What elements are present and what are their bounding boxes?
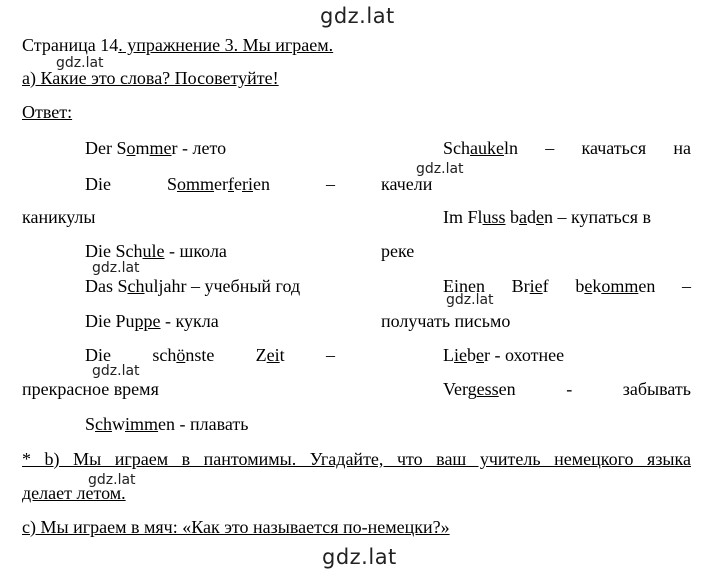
vocab-im-fluss-baden-translation: реке [381,241,415,261]
vocab-schule: Die Schule - школа [85,241,227,261]
vocab-schuljahr: Das Schuljahr – учебный год [85,276,301,296]
vocab-brief-bekommen-translation: получать письмо [381,311,511,331]
vocab-brief-bekommen: Einen Brief bekommen – [443,276,691,296]
watermark-inline: gdz.lat [92,260,140,276]
vocab-vergessen: Vergessen - забывать [443,379,691,399]
vocab-schoenste-zeit: Die schönste Zeit – [85,345,335,365]
heading-title: упражнение 3. Мы играем. [122,35,334,55]
watermark-inline: gdz.lat [446,292,494,308]
watermark-inline: gdz.lat [92,363,140,379]
watermark-top: gdz.lat [320,4,395,28]
watermark-bottom: gdz.lat [322,545,397,569]
vocab-sommer: Der Sommer - лето [85,138,227,158]
vocab-lieber: Lieber - охотнее [443,345,565,365]
watermark-inline: gdz.lat [88,472,136,488]
heading-separator: . [118,35,123,55]
watermark-inline: gdz.lat [56,55,104,71]
task-b-line2: делает летом. [22,483,126,503]
task-b-line1: * b) Мы играем в пантомимы. Угадайте, что ваш учитель немецкого языка [22,449,691,469]
vocab-schoenste-zeit-translation: прекрасное время [22,379,159,399]
vocab-schaukeln: Schaukeln – качаться на [443,138,691,158]
vocab-im-fluss-baden: Im Fluss baden – купаться в [443,207,652,227]
page-heading [22,34,333,56]
answer-label: Ответ: [22,102,73,122]
vocab-schaukeln-translation: качели [381,174,433,194]
heading-page-number: Страница 14 [22,35,119,55]
task-a: а) Какие это слова? Посоветуйте! [22,68,279,88]
task-c: с) Мы играем в мяч: «Как это называется по-немецки?» [22,517,450,537]
vocab-puppe: Die Puppe - кукла [85,311,219,331]
vocab-sommerferien-translation: каникулы [22,207,96,227]
vocab-schwimmen: Schwimmen - плавать [85,414,249,434]
watermark-inline: gdz.lat [416,161,464,177]
vocab-sommerferien: Die Sommerferien – [85,174,335,194]
